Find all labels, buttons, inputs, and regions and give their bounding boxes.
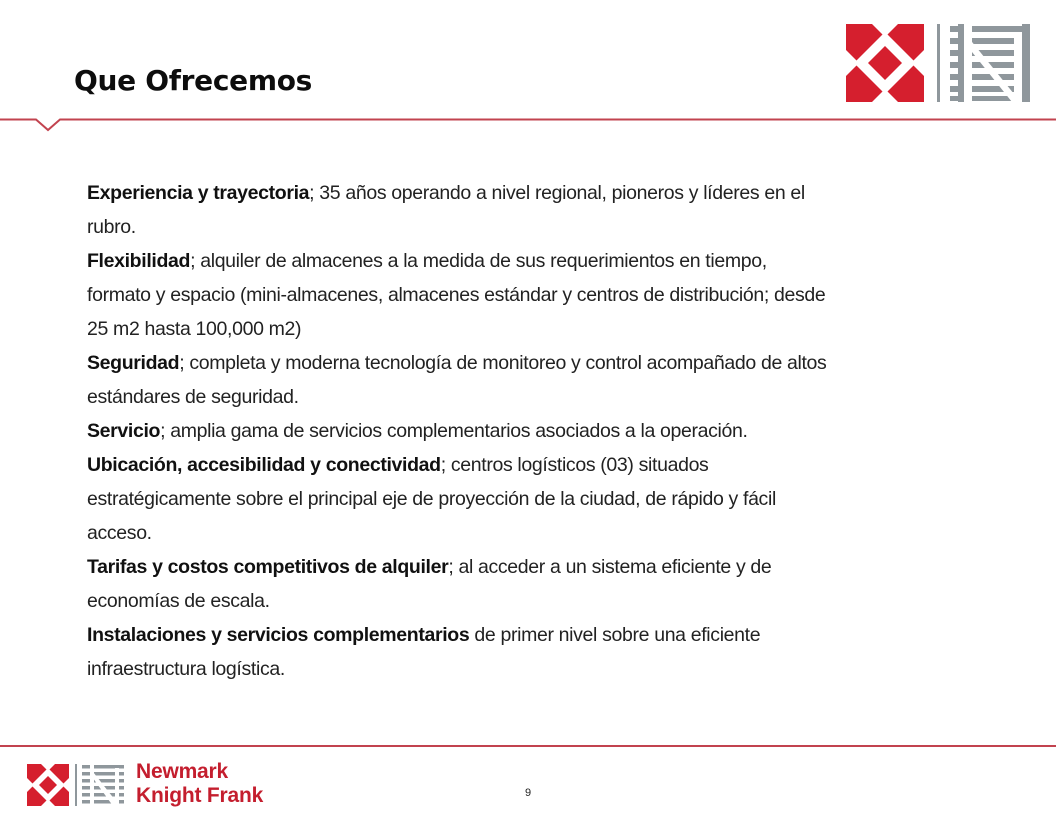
offer-item-heading: Experiencia y trayectoria <box>87 182 310 204</box>
offer-item-heading: Flexibilidad <box>87 250 191 272</box>
brand-line-newmark: Newmark <box>136 760 228 783</box>
offer-item-experience <box>87 176 827 244</box>
footer-divider <box>0 745 1056 747</box>
offer-item-service <box>87 414 827 448</box>
offer-item-flexibility <box>87 244 827 346</box>
slide-title: Que Ofrecemos <box>74 64 313 97</box>
offer-item-text: ; al acceder a un sistema eficiente y de economías de escala. <box>87 556 772 612</box>
offer-item-rates <box>87 550 827 618</box>
offer-item-facilities <box>87 618 827 686</box>
offer-item-heading: Seguridad <box>87 352 180 374</box>
offer-item-text: ; alquiler de almacenes a la medida de sus requerimientos en tiempo, formato y espacio (mini-almacenes, almacenes estándar y centros de distribución; desde 25 m2 hasta 100,000 m2) <box>87 250 826 340</box>
offer-item-security <box>87 346 827 414</box>
newmark-logo <box>846 24 1032 102</box>
offer-item-heading: Ubicación, accesibilidad y conectividad <box>87 454 441 476</box>
page-number: 9 <box>524 787 532 799</box>
offer-item-text: ; completa y moderna tecnología de monitoreo y control acompañado de altos estándares de seguridad. <box>87 352 827 408</box>
offer-item-text: ; amplia gama de servicios complementarios asociados a la operación. <box>160 420 748 442</box>
offer-item-text: ; centros logísticos (03) situados estratégicamente sobre el principal eje de proyección de la ciudad, de rápido y fácil acceso. <box>87 454 776 544</box>
offer-item-text: de primer nivel sobre una eficiente infraestructura logística. <box>87 624 761 680</box>
offer-item-heading: Instalaciones y servicios complementarios <box>87 624 470 646</box>
offer-item-text: ; 35 años operando a nivel regional, pioneros y líderes en el rubro. <box>87 182 805 238</box>
offer-list <box>87 176 827 686</box>
offer-item-heading: Servicio <box>87 420 161 442</box>
offer-item-location <box>87 448 827 550</box>
footer-logo-mark <box>27 764 125 806</box>
footer-brand-name <box>136 760 263 808</box>
brand-line-knight-frank: Knight Frank <box>136 784 264 807</box>
offer-item-heading: Tarifas y costos competitivos de alquiler <box>87 556 449 578</box>
header-divider <box>0 118 1056 134</box>
